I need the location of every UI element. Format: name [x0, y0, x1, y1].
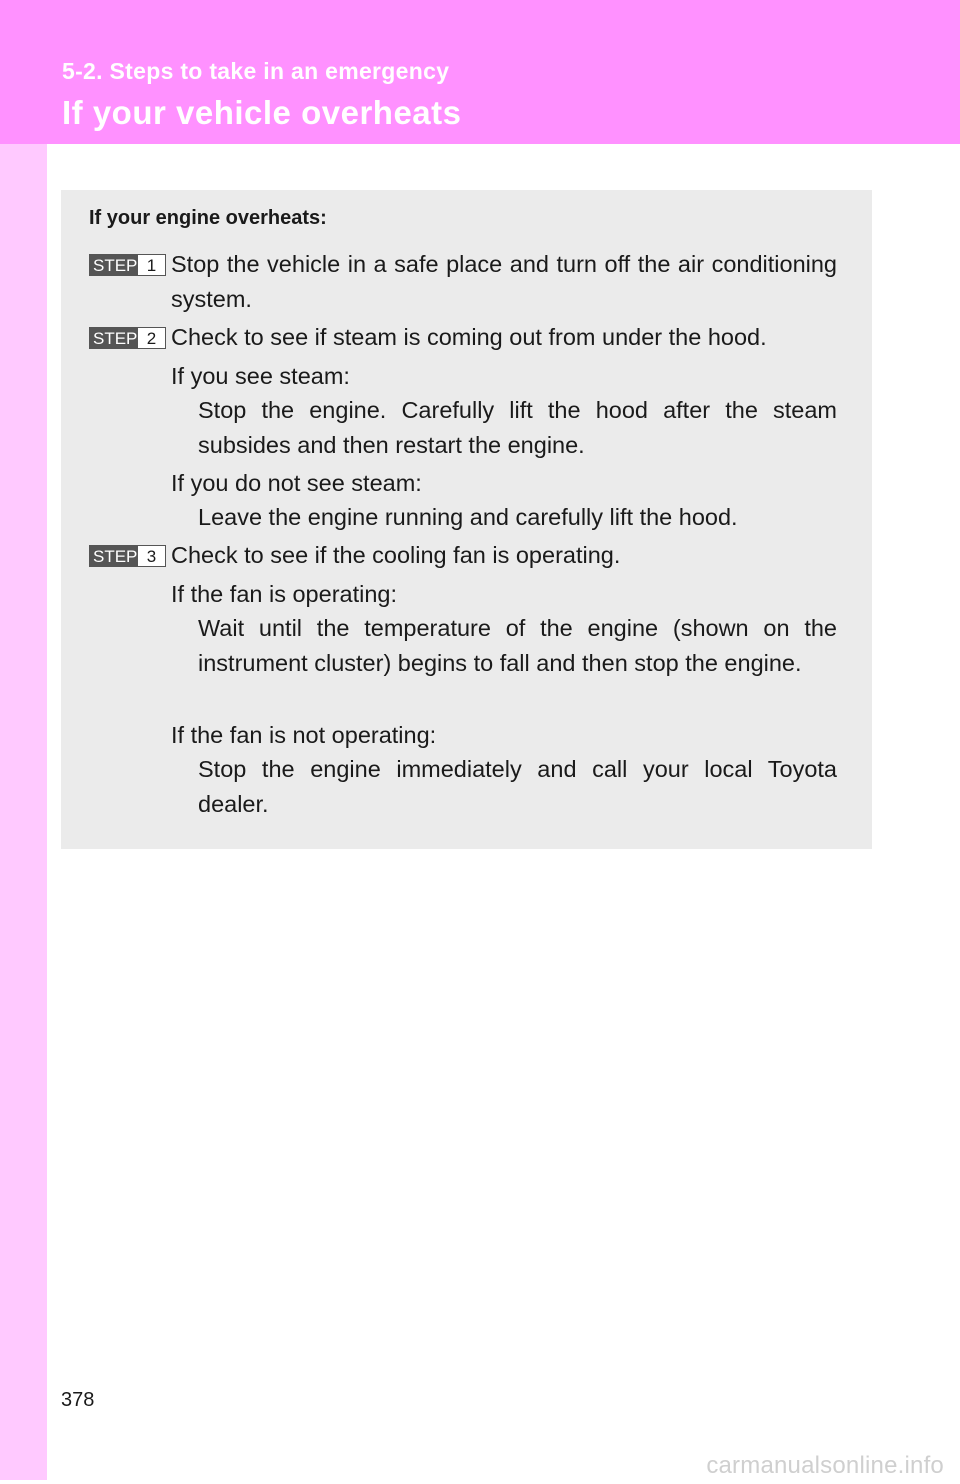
step-3-case-2-condition: If the fan is not operating:: [171, 722, 437, 748]
step-3-case-2-action: Stop the engine immediately and call your local Toyota dealer.: [198, 756, 837, 817]
step-word: STEP: [90, 255, 138, 275]
step-badge-2: [89, 327, 166, 349]
step-3-text: Check to see if the cooling fan is operating.: [171, 542, 621, 568]
step-number: 1: [138, 255, 165, 275]
step-1-text: Stop the vehicle in a safe place and turn off the air conditioning system.: [171, 251, 837, 312]
step-number: 3: [138, 546, 165, 566]
step-3-case-1-condition: If the fan is operating:: [171, 581, 398, 607]
step-2-case-2-condition: If you do not see steam:: [171, 470, 422, 496]
step-2-case-1-condition: If you see steam:: [171, 363, 350, 389]
step-3-case-1-action: Wait until the temperature of the engine (shown on the instrument cluster) begins to fall and then stop the engine.: [198, 615, 837, 676]
section-label: 5-2. Steps to take in an emergency: [62, 58, 450, 84]
step-number: 2: [138, 328, 165, 348]
instruction-panel: [61, 190, 872, 849]
side-band: [0, 144, 47, 1480]
step-badge-3: [89, 545, 166, 567]
panel-heading: If your engine overheats:: [89, 207, 327, 229]
page-number: 378: [61, 1389, 95, 1411]
step-badge-1: [89, 254, 166, 276]
step-2-case-2-action: Leave the engine running and carefully lift the hood.: [198, 504, 738, 530]
step-word: STEP: [90, 328, 138, 348]
step-word: STEP: [90, 546, 138, 566]
page-title: If your vehicle overheats: [62, 94, 462, 131]
watermark: carmanualsonline.info: [706, 1452, 944, 1479]
step-2-text: Check to see if steam is coming out from under the hood.: [171, 324, 767, 350]
step-2-case-1-action: Stop the engine. Carefully lift the hood after the steam subsides and then restart the engine.: [198, 397, 837, 458]
